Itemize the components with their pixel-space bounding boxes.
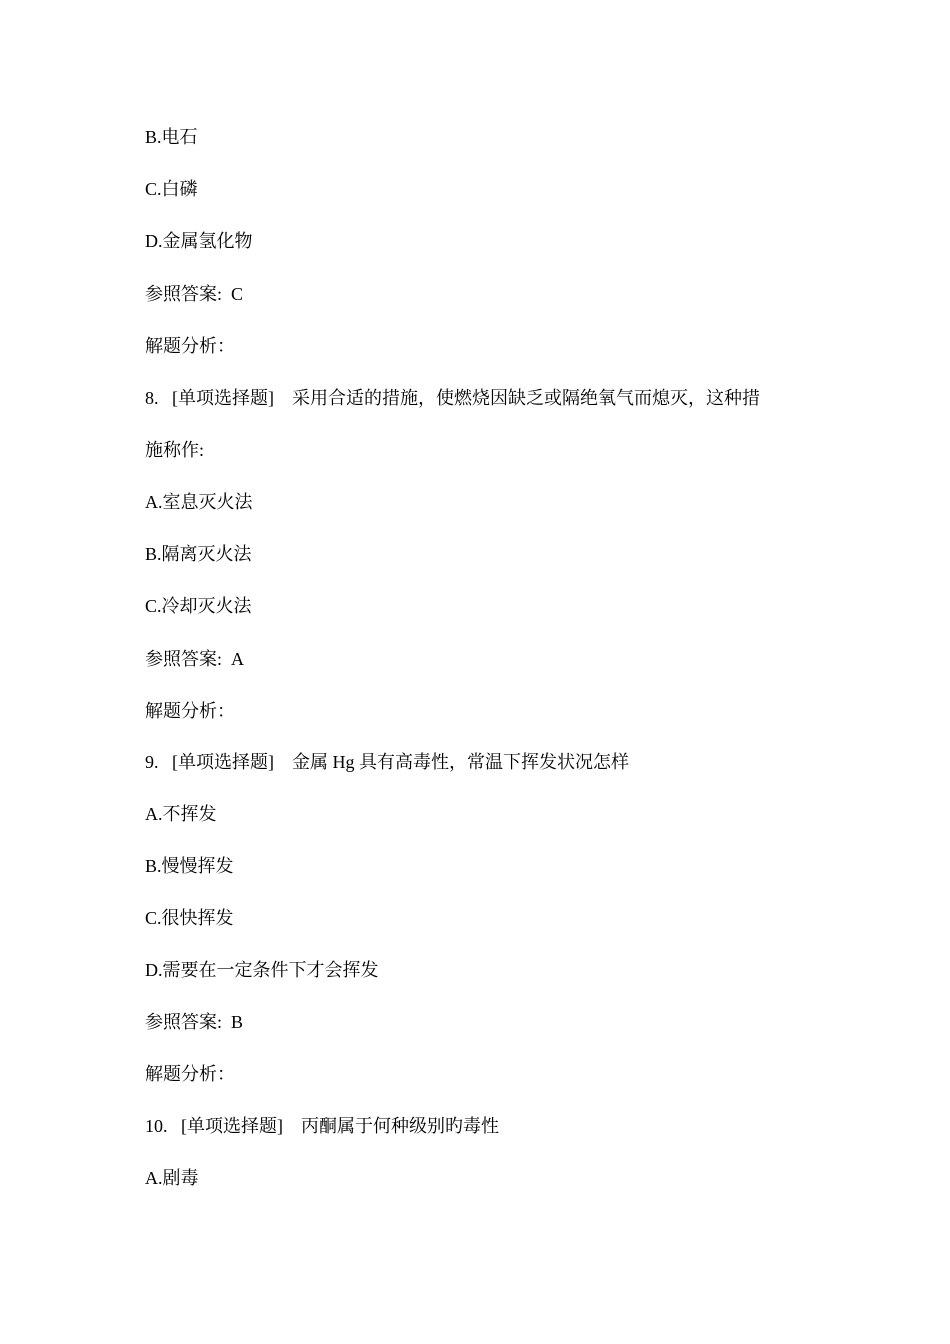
option-c-line: C.很快挥发 [145, 908, 234, 928]
answer-line: 参照答案: C [145, 284, 244, 304]
option-d-line: D.需要在一定条件下才会挥发 [145, 960, 379, 980]
option-d-line: D.金属氢化物 [145, 231, 253, 251]
question-10-line: 10. [单项选择题] 丙酮属于何种级别旳毒性 [145, 1116, 499, 1136]
option-b-line: B.隔离灭火法 [145, 544, 252, 564]
option-c-line: C.白磷 [145, 179, 198, 199]
option-c-line: C.冷却灭火法 [145, 596, 252, 616]
answer-line: 参照答案: B [145, 1012, 244, 1032]
option-a-line: A.室息灭火法 [145, 492, 253, 512]
analysis-line: 解题分析： [145, 336, 235, 356]
question-8-continuation: 施称作: [145, 440, 205, 460]
answer-line: 参照答案: A [145, 649, 244, 669]
analysis-line: 解题分析： [145, 1064, 235, 1084]
option-a-line: A.不挥发 [145, 804, 217, 824]
option-b-line: B.电石 [145, 127, 198, 147]
option-a-line: A.剧毒 [145, 1168, 199, 1188]
analysis-line: 解题分析： [145, 701, 235, 721]
question-8-line: 8. [单项选择题] 采用合适的措施，使燃烧因缺乏或隔绝氧气而熄灭，这种措 [145, 388, 760, 408]
question-9-line: 9. [单项选择题] 金属 Hg 具有高毒性，常温下挥发状况怎样 [145, 752, 629, 772]
option-b-line: B.慢慢挥发 [145, 856, 234, 876]
